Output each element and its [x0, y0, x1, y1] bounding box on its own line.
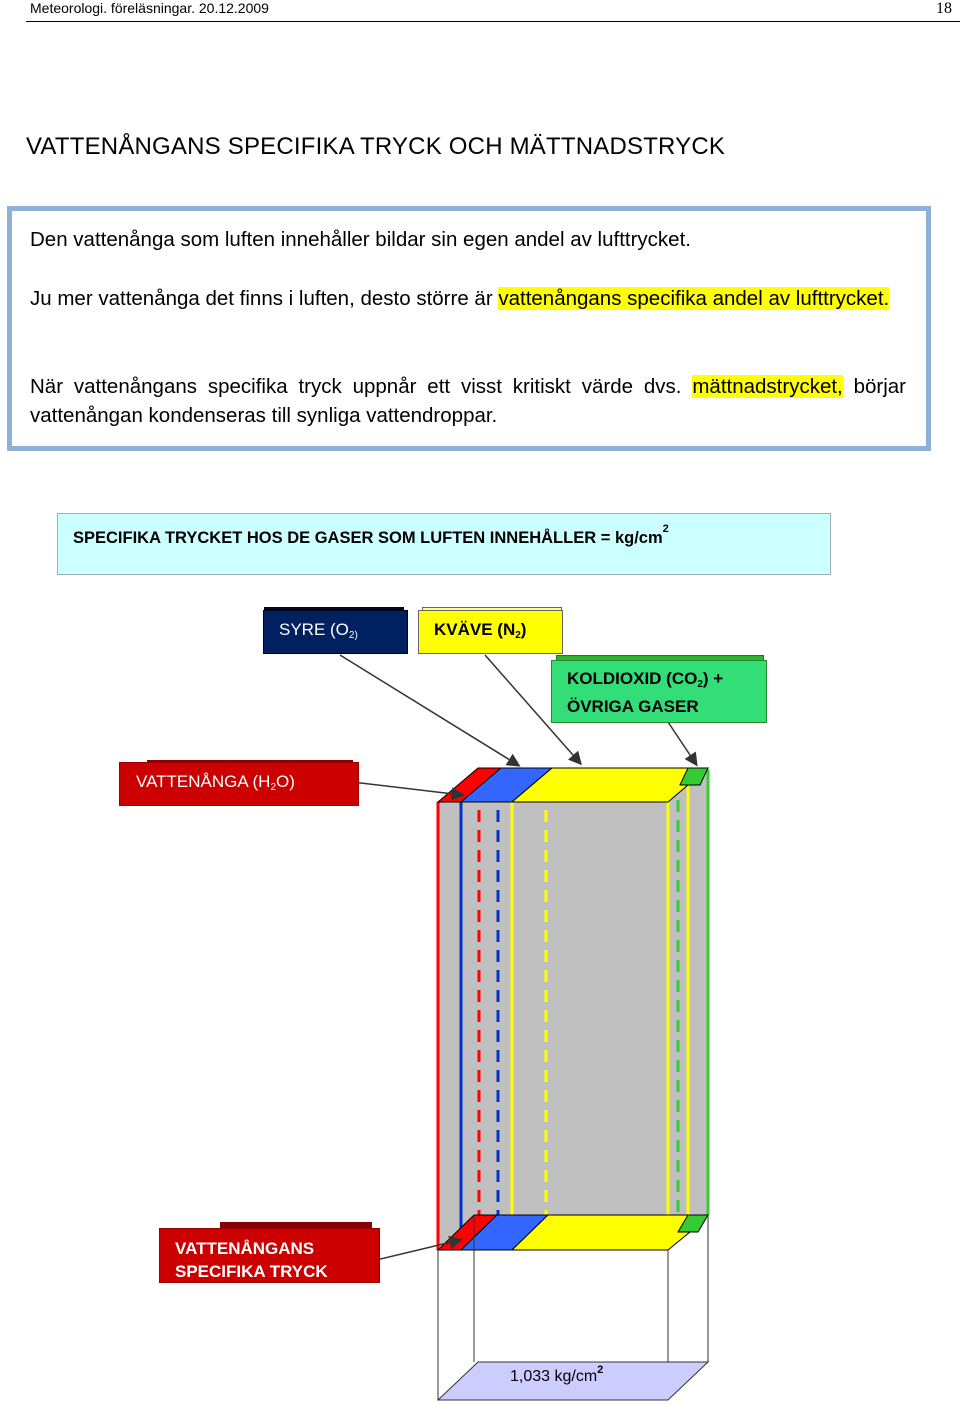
co2-label-line2: ÖVRIGA GASER: [567, 697, 699, 716]
co2-label: [551, 660, 767, 723]
nitrogen-label-sub: 2: [515, 630, 521, 641]
base-value-text: 1,033 kg/cm: [510, 1368, 598, 1385]
base-value-sup: 2: [597, 1364, 604, 1376]
water-vapour-label-end: O): [276, 772, 295, 791]
gas-title-text: SPECIFIKA TRYCKET HOS DE GASER SOM LUFTEN INNEHÅLLER = kg/cm: [73, 529, 663, 547]
page-header-left: Meteorologi. föreläsningar. 20.12.2009: [30, 0, 269, 16]
page-title: VATTENÅNGANS SPECIFIKA TRYCK OCH MÄTTNADSTRYCK: [26, 133, 726, 160]
co2-label-line1: [567, 668, 766, 696]
co2-label-text: KOLDIOXID (CO: [567, 669, 698, 688]
oxygen-arrow: [340, 655, 518, 765]
nitrogen-label-text: KVÄVE (N: [434, 620, 516, 639]
nitrogen-label: [418, 610, 563, 654]
oxygen-label: [263, 610, 408, 654]
oxygen-label-text: SYRE (O: [279, 620, 349, 639]
oxygen-label-sub: 2): [348, 630, 358, 641]
intro-paragraph-2-text: Ju mer vattenånga det finns i luften, desto större är: [30, 287, 499, 310]
water-vapour-arrow: [352, 782, 462, 795]
water-vapour-label-text: VATTENÅNGA (H: [136, 772, 271, 791]
gas-title-sup: 2: [662, 523, 669, 535]
water-vapour-label-sub: 2: [270, 782, 277, 793]
co2-label-sub: 2: [697, 679, 703, 690]
co2-arrow: [668, 722, 696, 764]
specific-pressure-label-line2: SPECIFIKA TRYCK: [175, 1262, 328, 1281]
page-number: 18: [936, 0, 952, 17]
specific-pressure-label-line1: VATTENÅNGANS: [175, 1239, 315, 1258]
water-vapour-strip: [438, 802, 460, 1250]
intro-paragraph-3-text-end: börjar vattenångan kondenseras till synliga vattendroppar.: [30, 375, 907, 427]
intro-paragraph-3-text: När vattenångans specifika tryck uppnår ett visst kritiskt värde dvs.: [30, 375, 693, 398]
nitrogen-label-end: ): [520, 620, 527, 639]
co2-label-end: ) +: [702, 669, 724, 688]
specific-pressure-label: [159, 1228, 380, 1283]
intro-paragraph-2-highlight: vattenångans specifika andel av lufttrycket.: [498, 287, 890, 310]
intro-paragraph-1: Den vattenånga som luften innehåller bildar sin egen andel av lufttrycket.: [30, 228, 691, 251]
intro-paragraph-3-highlight: mättnadstrycket,: [692, 375, 843, 398]
specific-pressure-arrow: [368, 1240, 460, 1262]
water-vapour-label: [119, 762, 359, 806]
base-value-label: [510, 1364, 604, 1386]
